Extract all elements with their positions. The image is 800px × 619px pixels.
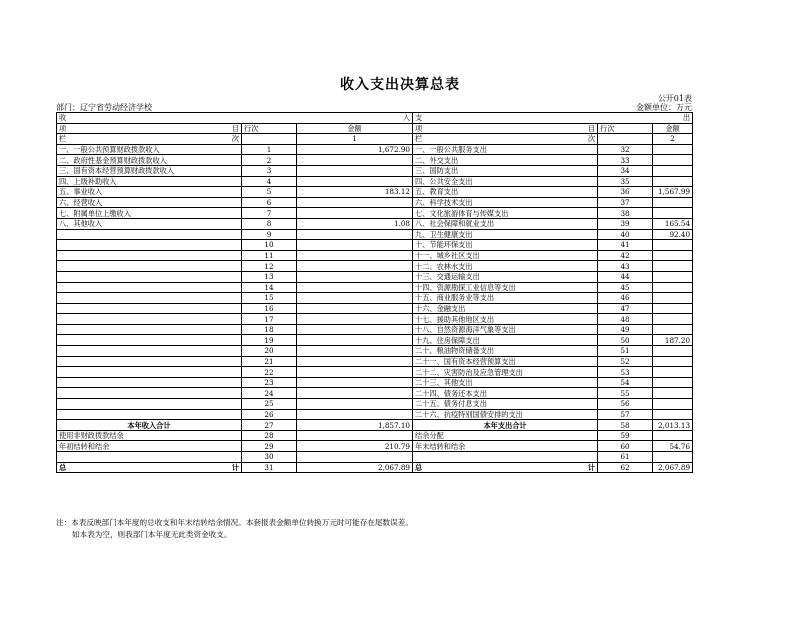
- income-item: 二、政府性基金预算财政拨款收入: [57, 155, 242, 166]
- expense-row-no: 53: [598, 367, 653, 378]
- expense-amount: [653, 303, 693, 314]
- total-row: [57, 420, 693, 431]
- income-header: 收 入: [57, 113, 413, 124]
- income-item: [57, 409, 242, 420]
- income-row-no: 18: [242, 324, 297, 335]
- expense-row-no: 42: [598, 250, 653, 261]
- expense-row-no: 35: [598, 176, 653, 187]
- expense-row-no: 34: [598, 165, 653, 176]
- expense-amount: [653, 367, 693, 378]
- income-row-no: 1: [242, 144, 297, 155]
- income-row-no: 29: [242, 441, 297, 452]
- expense-item: 三、国防支出: [413, 165, 598, 176]
- expense-item: 二十六、抗疫特别国债安排的支出: [413, 409, 598, 420]
- amount-header: 金额: [653, 123, 693, 134]
- table-row: [57, 271, 693, 282]
- column-header: 栏 次: [413, 134, 598, 145]
- expense-row-no: 52: [598, 356, 653, 367]
- income-item: [57, 356, 242, 367]
- income-item: [57, 335, 242, 346]
- expense-amount: 1,567.99: [653, 187, 693, 198]
- table-row: [57, 282, 693, 293]
- expense-item: 十九、住房保障支出: [413, 335, 598, 346]
- income-row-no: 16: [242, 303, 297, 314]
- expense-row-no: 33: [598, 155, 653, 166]
- income-amount: [297, 314, 413, 325]
- expense-item: 十四、资源勘探工业信息等支出: [413, 282, 598, 293]
- table-row: [57, 208, 693, 219]
- table-row: [57, 144, 693, 155]
- expense-amount: 165.54: [653, 218, 693, 229]
- expense-item: 二十二、灾害防治及应急管理支出: [413, 367, 598, 378]
- expense-item: 二十三、其他支出: [413, 377, 598, 388]
- income-row-no: 9: [242, 229, 297, 240]
- expense-total-row-no: 58: [598, 420, 653, 431]
- income-row-no: 8: [242, 218, 297, 229]
- table-row: [57, 250, 693, 261]
- expense-row-no: 48: [598, 314, 653, 325]
- table-row: [57, 430, 693, 441]
- income-grand-row-no: 31: [242, 462, 297, 473]
- income-row-no: 19: [242, 335, 297, 346]
- expense-amount: [653, 240, 693, 251]
- column-header: 栏 次: [57, 134, 242, 145]
- income-row-no: 25: [242, 399, 297, 410]
- expense-item: 年末结转和结余: [413, 441, 598, 452]
- expense-item: 十三、交通运输支出: [413, 271, 598, 282]
- expense-row-no: 46: [598, 293, 653, 304]
- table-row: [57, 165, 693, 176]
- item-header: 项 目: [57, 123, 242, 134]
- item-header: 项 目: [413, 123, 598, 134]
- expense-row-no: 61: [598, 452, 653, 463]
- expense-item: 二十五、债务付息支出: [413, 399, 598, 410]
- income-item: 使用非财政拨款结余: [57, 430, 242, 441]
- income-amount: [297, 335, 413, 346]
- income-item: [57, 229, 242, 240]
- income-amount: [297, 346, 413, 357]
- expense-item: 四、公共安全支出: [413, 176, 598, 187]
- income-item: 年初结转和结余: [57, 441, 242, 452]
- income-row-no: 5: [242, 187, 297, 198]
- expense-item: 二、外交支出: [413, 155, 598, 166]
- table-row: [57, 441, 693, 452]
- expense-header: 支 出: [413, 113, 693, 124]
- table-row: [57, 346, 693, 357]
- table-row: [57, 399, 693, 410]
- expense-row-no: 39: [598, 218, 653, 229]
- table-row: [57, 377, 693, 388]
- table-row: [57, 409, 693, 420]
- expense-item: 结余分配: [413, 430, 598, 441]
- expense-amount: [653, 144, 693, 155]
- income-amount: 183.12: [297, 187, 413, 198]
- expense-amount: [653, 356, 693, 367]
- expense-total-label: 本年支出合计: [413, 420, 598, 431]
- expense-item: 十、节能环保支出: [413, 240, 598, 251]
- table-row: [57, 187, 693, 198]
- table-row: [57, 388, 693, 399]
- expense-item: 十一、城乡社区支出: [413, 250, 598, 261]
- income-row-no: 10: [242, 240, 297, 251]
- income-amount: [297, 271, 413, 282]
- table-row: [57, 303, 693, 314]
- income-item: 四、上级补助收入: [57, 176, 242, 187]
- expense-amount: 92.40: [653, 229, 693, 240]
- form-number: 公开01表: [657, 94, 692, 103]
- expense-row-no: 38: [598, 208, 653, 219]
- income-amount: [297, 293, 413, 304]
- page-title: 收入支出决算总表: [340, 77, 460, 93]
- income-row-no: 22: [242, 367, 297, 378]
- expense-row-no: 47: [598, 303, 653, 314]
- income-amount: [297, 324, 413, 335]
- income-row-no: 13: [242, 271, 297, 282]
- expense-item: 六、科学技术支出: [413, 197, 598, 208]
- expense-amount: [653, 208, 693, 219]
- expense-row-no: 54: [598, 377, 653, 388]
- income-row-no: 3: [242, 165, 297, 176]
- grand-total-row: [57, 462, 693, 473]
- table-row: [57, 218, 693, 229]
- header-row-2: [57, 123, 693, 134]
- expense-amount: [653, 324, 693, 335]
- income-amount: [297, 165, 413, 176]
- income-row-no: 15: [242, 293, 297, 304]
- expense-amount: [653, 314, 693, 325]
- expense-row-no: 56: [598, 399, 653, 410]
- income-item: [57, 399, 242, 410]
- table-row: [57, 155, 693, 166]
- income-item: [57, 293, 242, 304]
- table-row: [57, 314, 693, 325]
- income-grand-total-label: 总 计: [57, 462, 242, 473]
- income-row-no: 24: [242, 388, 297, 399]
- income-item: [57, 346, 242, 357]
- income-total-row-no: 27: [242, 420, 297, 431]
- table-row: [57, 261, 693, 272]
- expense-row-no: 37: [598, 197, 653, 208]
- expense-item: 十八、自然资源海洋气象等支出: [413, 324, 598, 335]
- income-row-no: 6: [242, 197, 297, 208]
- income-item: [57, 324, 242, 335]
- income-amount: [297, 452, 413, 463]
- income-amount: [297, 261, 413, 272]
- expense-grand-row-no: 62: [598, 462, 653, 473]
- amount-unit: 金额单位：万元: [636, 103, 692, 112]
- table-row: [57, 367, 693, 378]
- income-amount: [297, 377, 413, 388]
- expense-row-no: 40: [598, 229, 653, 240]
- expense-amount: [653, 176, 693, 187]
- expense-grand-total-label: 总 计: [413, 462, 598, 473]
- income-item: [57, 377, 242, 388]
- row-no-header: 行次: [598, 123, 653, 134]
- income-item: 六、经营收入: [57, 197, 242, 208]
- income-item: [57, 282, 242, 293]
- expense-row-no: 57: [598, 409, 653, 420]
- income-item: [57, 388, 242, 399]
- income-amount: [297, 240, 413, 251]
- income-row-no: 14: [242, 282, 297, 293]
- expense-item: 七、文化旅游体育与传媒支出: [413, 208, 598, 219]
- expense-amount: [653, 409, 693, 420]
- expense-row-no: 43: [598, 261, 653, 272]
- income-item: 一、一般公共预算财政拨款收入: [57, 144, 242, 155]
- expense-amount: 187.20: [653, 335, 693, 346]
- expense-row-no: 60: [598, 441, 653, 452]
- expense-item: 十二、农林水支出: [413, 261, 598, 272]
- table-row: [57, 293, 693, 304]
- expense-amount: [653, 165, 693, 176]
- table-row: [57, 240, 693, 251]
- income-amount: 210.79: [297, 441, 413, 452]
- income-amount: [297, 155, 413, 166]
- income-item: 五、事业收入: [57, 187, 242, 198]
- expense-item: 二十一、国有资本经营预算支出: [413, 356, 598, 367]
- expense-amount: [653, 346, 693, 357]
- table-row: [57, 335, 693, 346]
- income-amount: [297, 250, 413, 261]
- table-row: [57, 324, 693, 335]
- column-number: 2: [653, 134, 693, 145]
- income-total-amount: 1,857.10: [297, 420, 413, 431]
- expense-row-no: 51: [598, 346, 653, 357]
- income-row-no: 17: [242, 314, 297, 325]
- table-row: [57, 452, 693, 463]
- income-amount: 1,672.90: [297, 144, 413, 155]
- expense-item: 十五、商业服务业等支出: [413, 293, 598, 304]
- income-item: [57, 271, 242, 282]
- income-item: [57, 303, 242, 314]
- expense-amount: [653, 271, 693, 282]
- expense-item: 五、教育支出: [413, 187, 598, 198]
- income-expense-table: [56, 112, 693, 473]
- income-amount: [297, 176, 413, 187]
- income-amount: [297, 229, 413, 240]
- income-row-no: 28: [242, 430, 297, 441]
- expense-amount: [653, 261, 693, 272]
- income-amount: [297, 282, 413, 293]
- income-item: 七、附属单位上缴收入: [57, 208, 242, 219]
- header-row-3: [57, 134, 693, 145]
- empty-cell: [242, 134, 297, 145]
- income-amount: [297, 367, 413, 378]
- row-no-header: 行次: [242, 123, 297, 134]
- income-grand-amount: 2,067.89: [297, 462, 413, 473]
- income-item: 三、国有资本经营预算财政拨款收入: [57, 165, 242, 176]
- expense-item: 十六、金融支出: [413, 303, 598, 314]
- income-row-no: 12: [242, 261, 297, 272]
- expense-item: 二十、粮油物资储备支出: [413, 346, 598, 357]
- income-amount: [297, 356, 413, 367]
- expense-amount: [653, 197, 693, 208]
- income-amount: 1.08: [297, 218, 413, 229]
- table-row: [57, 197, 693, 208]
- column-number: 1: [297, 134, 413, 145]
- income-item: [57, 367, 242, 378]
- expense-item: [413, 452, 598, 463]
- expense-item: 一、一般公共服务支出: [413, 144, 598, 155]
- expense-amount: [653, 155, 693, 166]
- expense-amount: [653, 399, 693, 410]
- table-row: [57, 356, 693, 367]
- income-row-no: 7: [242, 208, 297, 219]
- expense-grand-amount: 2,067.89: [653, 462, 693, 473]
- income-item: [57, 314, 242, 325]
- income-item: [57, 240, 242, 251]
- header-row-1: [57, 113, 693, 124]
- income-item: [57, 452, 242, 463]
- expense-item: 九、卫生健康支出: [413, 229, 598, 240]
- expense-amount: [653, 293, 693, 304]
- expense-amount: [653, 282, 693, 293]
- empty-cell: [598, 134, 653, 145]
- income-item: [57, 250, 242, 261]
- income-row-no: 26: [242, 409, 297, 420]
- amount-header: 金额: [297, 123, 413, 134]
- income-amount: [297, 303, 413, 314]
- income-amount: [297, 208, 413, 219]
- expense-row-no: 49: [598, 324, 653, 335]
- expense-item: 十七、援助其他地区支出: [413, 314, 598, 325]
- expense-row-no: 36: [598, 187, 653, 198]
- expense-item: 八、社会保障和就业支出: [413, 218, 598, 229]
- income-total-label: 本年收入合计: [57, 420, 242, 431]
- expense-amount: [653, 377, 693, 388]
- income-row-no: 4: [242, 176, 297, 187]
- income-row-no: 20: [242, 346, 297, 357]
- income-row-no: 21: [242, 356, 297, 367]
- expense-amount: [653, 388, 693, 399]
- expense-amount: [653, 452, 693, 463]
- expense-item: 二十四、债务还本支出: [413, 388, 598, 399]
- expense-row-no: 50: [598, 335, 653, 346]
- note-line-2: 如本表为空，则我部门本年度无此类资金收支。: [72, 530, 232, 539]
- income-amount: [297, 409, 413, 420]
- income-amount: [297, 388, 413, 399]
- income-item: [57, 261, 242, 272]
- note-line-1: 注：本表反映部门本年度的总收支和年末结转结余情况。本套报表金额单位转换万元时可能存在尾数误差。: [56, 518, 413, 527]
- expense-row-no: 55: [598, 388, 653, 399]
- income-amount: [297, 430, 413, 441]
- expense-row-no: 45: [598, 282, 653, 293]
- income-row-no: 30: [242, 452, 297, 463]
- income-row-no: 2: [242, 155, 297, 166]
- income-amount: [297, 399, 413, 410]
- department-label: 部门：辽宁省劳动经济学校: [56, 103, 152, 112]
- expense-amount: [653, 250, 693, 261]
- income-item: 八、其他收入: [57, 218, 242, 229]
- expense-row-no: 41: [598, 240, 653, 251]
- income-amount: [297, 197, 413, 208]
- expense-amount: [653, 430, 693, 441]
- expense-row-no: 44: [598, 271, 653, 282]
- income-row-no: 23: [242, 377, 297, 388]
- expense-amount: 54.76: [653, 441, 693, 452]
- table-row: [57, 176, 693, 187]
- table-row: [57, 229, 693, 240]
- expense-row-no: 59: [598, 430, 653, 441]
- income-row-no: 11: [242, 250, 297, 261]
- expense-row-no: 32: [598, 144, 653, 155]
- expense-total-amount: 2,013.13: [653, 420, 693, 431]
